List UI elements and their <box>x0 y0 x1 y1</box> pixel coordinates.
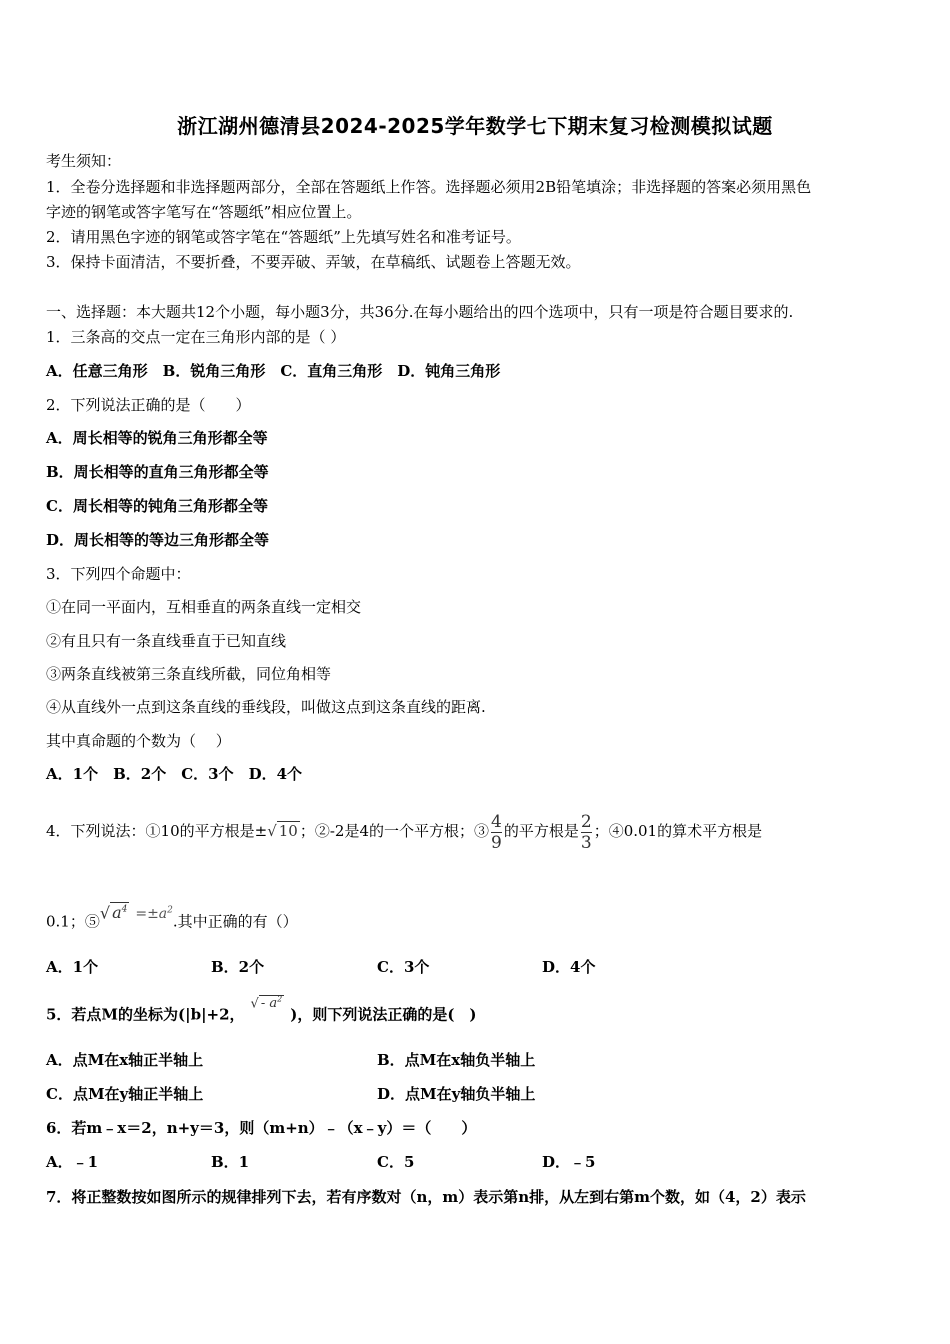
q4-text: ；④0.01的算术平方根是 <box>593 822 763 840</box>
fraction-4-9 <box>491 812 502 853</box>
notice-item: 字迹的钢笔或答字笔写在“答题纸”相应位置上。 <box>46 203 362 221</box>
eq-text: =±a <box>135 906 168 923</box>
sqrt-radicand <box>110 902 129 922</box>
fraction-numerator: 2 <box>580 811 592 832</box>
notice-heading: 考生须知： <box>46 152 122 170</box>
fraction-numerator: 4 <box>491 811 502 832</box>
sqrt-a4: √ $a^4$ <box>99 903 128 923</box>
exponent: 4 <box>121 905 128 915</box>
q4-text: .其中正确的有（） <box>172 912 298 931</box>
q4-text: 4．下列说法：①10的平方根是± <box>46 822 268 840</box>
question-3-statement-1: ①在同一平面内，互相垂直的两条直线一定相交 <box>46 598 362 616</box>
question-2-option-a: A．周长相等的锐角三角形都全等 <box>46 429 268 447</box>
question-7-stem: 7．将正整数按如图所示的规律排列下去，若有序数对（n，m）表示第n排，从左到右第m个数，如（4，2）表示 <box>46 1188 806 1206</box>
q5-text: )，则下列说法正确的是( ) <box>290 1005 477 1024</box>
sqrt-neg-a2: √ - $a^2$ <box>250 995 283 1012</box>
question-5-option-b: B．点M在x轴负半轴上 <box>377 1051 536 1069</box>
sqrt-radicand <box>259 995 284 1011</box>
question-3-ask: 其中真命题的个数为（ ） <box>46 732 231 750</box>
q5-text: 5．若点M的坐标为(|b|+2， <box>46 1005 245 1024</box>
question-5-option-a: A．点M在x轴正半轴上 <box>46 1051 204 1069</box>
notice-item: 1．全卷分选择题和非选择题两部分，全部在答题纸上作答。选择题必须用2B铅笔填涂；非选择题的答案必须用黑色 <box>46 178 812 196</box>
question-4-option-b: B．2个 <box>211 958 265 976</box>
exponent: 2 <box>167 905 173 916</box>
fraction-denominator: 3 <box>580 832 592 853</box>
question-1-stem: 1．三条高的交点一定在三角形内部的是（ ） <box>46 328 346 346</box>
question-6-option-d: D．﹣5 <box>542 1153 596 1171</box>
fraction-denominator: 9 <box>491 832 502 853</box>
question-3-statement-3: ③两条直线被第三条直线所截，同位角相等 <box>46 665 332 683</box>
q4-text: 0.1；⑤ <box>46 912 100 931</box>
question-5-option-c: C．点M在y轴正半轴上 <box>46 1085 204 1103</box>
question-2-option-c: C．周长相等的钝角三角形都全等 <box>46 497 268 515</box>
question-2-option-b: B．周长相等的直角三角形都全等 <box>46 463 269 481</box>
sqrt-radicand: 10 <box>278 822 298 840</box>
sqrt-10: √ 10 <box>267 822 298 840</box>
question-3-stem: 3．下列四个命题中： <box>46 565 191 583</box>
question-6-option-c: C．5 <box>377 1153 415 1171</box>
question-4-option-a: A．1个 <box>46 958 99 976</box>
question-5-option-d: D．点M在y轴负半轴上 <box>377 1085 536 1103</box>
notice-item: 3．保持卡面清洁，不要折叠，不要弄破、弄皱，在草稿纸、试题卷上答题无效。 <box>46 253 581 271</box>
radicand-text: - a <box>260 996 278 1012</box>
fraction-2-3 <box>581 812 592 853</box>
question-2-option-d: D．周长相等的等边三角形都全等 <box>46 531 270 549</box>
question-3-statement-2: ②有且只有一条直线垂直于已知直线 <box>46 632 287 650</box>
exponent: 2 <box>277 995 283 1004</box>
question-6-stem: 6．若m﹣x＝2，n+y＝3，则（m+n）﹣（x﹣y）＝（ ） <box>46 1119 477 1137</box>
question-1-options: A．任意三角形 B．锐角三角形 C．直角三角形 D．钝角三角形 <box>46 362 501 380</box>
question-4-option-c: C．3个 <box>377 958 430 976</box>
question-2-stem: 2．下列说法正确的是（ ） <box>46 396 251 414</box>
q4-eq <box>135 906 173 922</box>
question-3-options: A．1个 B．2个 C．3个 D．4个 <box>46 765 303 783</box>
question-4-option-d: D．4个 <box>542 958 596 976</box>
page-title: 浙江湖州德清县2024-2025学年数学七下期末复习检测模拟试题 <box>177 114 773 138</box>
section-heading: 一、选择题：本大题共12个小题，每小题3分，共36分.在每小题给出的四个选项中，只有一项是符合题目要求的. <box>46 303 794 321</box>
q4-text: ；②-2是4的一个平方根；③ <box>299 822 490 840</box>
question-6-option-b: B．1 <box>211 1153 250 1171</box>
question-6-option-a: A．﹣1 <box>46 1153 99 1171</box>
question-3-statement-4: ④从直线外一点到这条直线的垂线段，叫做这点到这条直线的距离. <box>46 698 486 716</box>
notice-item: 2．请用黑色字迹的钢笔或答字笔在“答题纸”上先填写姓名和准考证号。 <box>46 228 521 246</box>
question-5-stem <box>46 990 477 1038</box>
question-4-continued <box>46 903 298 937</box>
variable-a: a <box>112 903 122 923</box>
question-4-stem <box>46 800 762 862</box>
q4-text: 的平方根是 <box>503 822 579 840</box>
